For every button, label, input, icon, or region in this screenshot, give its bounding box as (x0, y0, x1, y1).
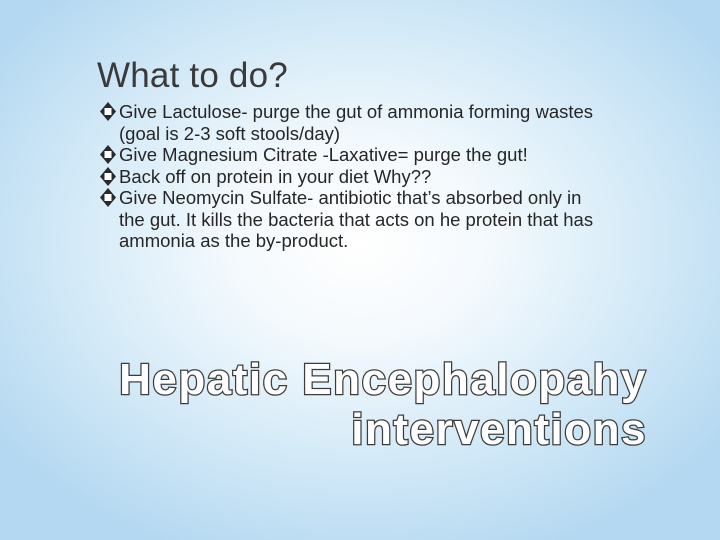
bullet-list (99, 101, 619, 252)
list-item (99, 144, 619, 166)
slide-heading: What to do? (97, 56, 288, 95)
bullet-text: Give Lactulose- purge the gut of ammonia forming wastes (goal is 2-3 soft stools/day) (119, 101, 594, 144)
title-line-1: Hepatic Encephalopahy (119, 355, 647, 404)
list-item (99, 101, 619, 144)
list-item (99, 187, 619, 252)
bullet-text: Back off on protein in your diet Why?? (119, 165, 432, 187)
slide-title (119, 355, 647, 455)
list-item (99, 166, 619, 188)
title-line-2: interventions (351, 405, 647, 454)
bullet-text: Give Neomycin Sulfate- antibiotic that’s absorbed only in the gut. It kills the bacteria that acts on he protein that has ammonia as the by-product. (119, 187, 594, 251)
missing-glyph-icon (99, 167, 117, 186)
bullet-text: Give Magnesium Citrate -Laxative= purge the gut! (119, 144, 528, 165)
missing-glyph-icon (99, 188, 117, 207)
missing-glyph-icon (99, 145, 117, 164)
missing-glyph-icon (99, 102, 117, 121)
